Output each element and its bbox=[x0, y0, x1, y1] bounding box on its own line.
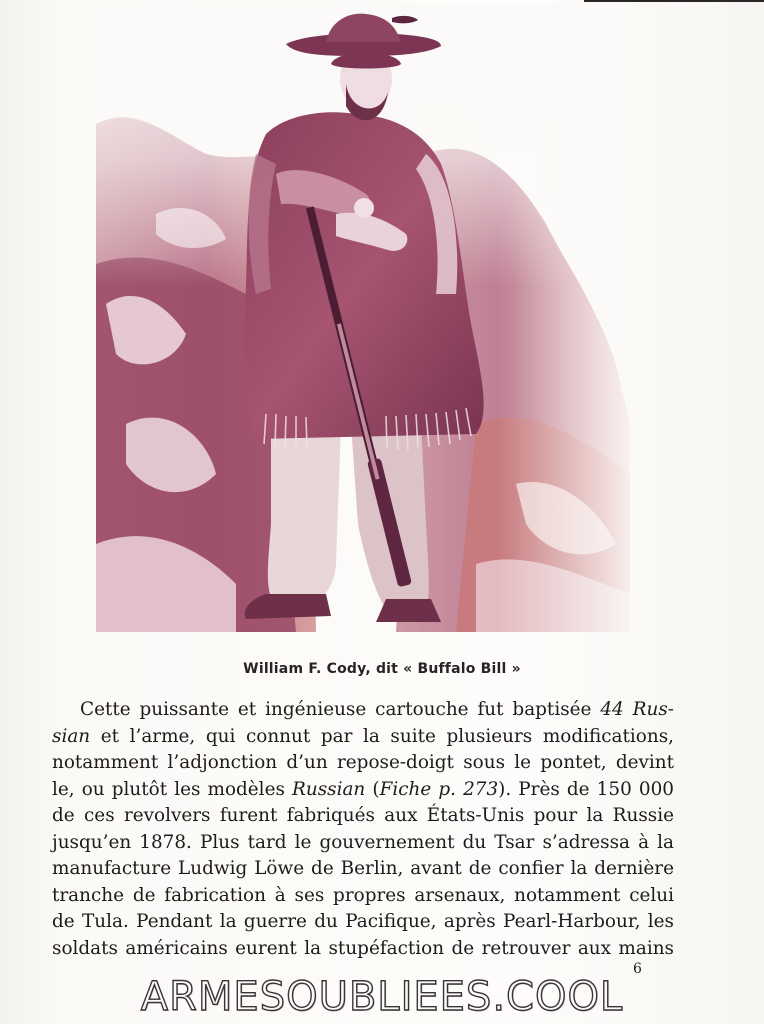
text-line: sian et l’arme, qui connut par la suite plusieurs modifications, bbox=[52, 725, 674, 747]
page-number: 6 bbox=[633, 961, 642, 977]
text-line: de Tula. Pendant la guerre du Pacifique, après Pearl-Harbour, les bbox=[52, 911, 674, 932]
text-line: de ces revolvers furent fabriqués aux États-Unis pour la Russie bbox=[52, 805, 674, 826]
text-line: Cette puissante et ingénieuse cartouche fut baptisée 44 Rus- bbox=[80, 699, 674, 720]
text-line: le, ou plutôt les modèles Russian (Fiche p. 273). Près de 150 000 bbox=[52, 778, 674, 800]
text-line: soldats américains eurent la stupéfaction de retrouver aux mains bbox=[52, 937, 674, 959]
text-line: manufacture Ludwig Löwe de Berlin, avant de confier la dernière bbox=[52, 858, 674, 879]
body-paragraph bbox=[52, 697, 674, 962]
portrait-photo bbox=[96, 4, 630, 632]
top-edge-rule bbox=[584, 0, 764, 2]
photo-caption: William F. Cody, dit « Buffalo Bill » bbox=[243, 661, 521, 677]
text-line: notamment l’adjonction d’un repose-doigt sous le pontet, devint bbox=[52, 752, 674, 773]
text-line: tranche de fabrication à ses propres arsenaux, notamment celui bbox=[52, 884, 674, 906]
site-watermark: ARMESOUBLIEES.COOL bbox=[140, 974, 624, 1020]
portrait-illustration bbox=[96, 4, 630, 632]
text-line: jusqu’en 1878. Plus tard le gouvernement du Tsar s’adressa à la bbox=[52, 831, 674, 853]
